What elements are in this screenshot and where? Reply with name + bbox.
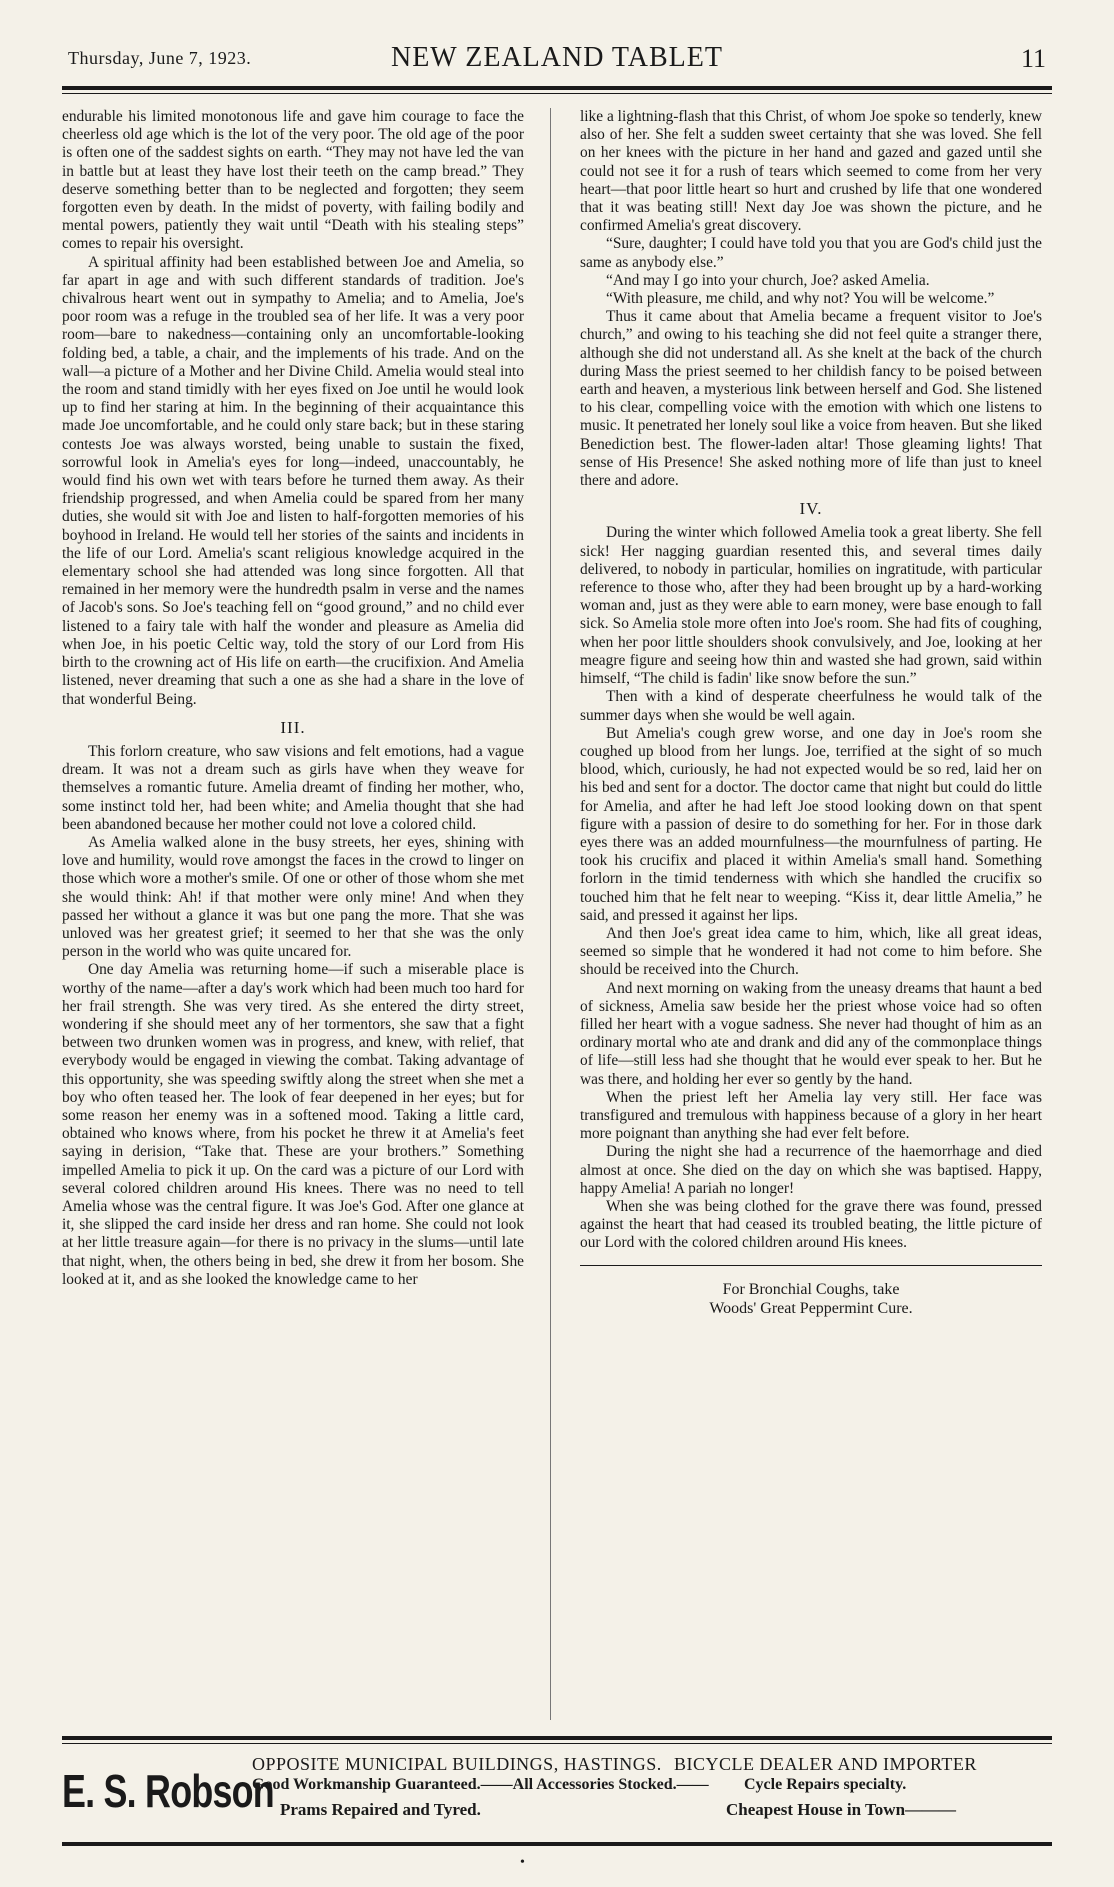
ad-rule-top-thin bbox=[62, 1743, 1052, 1744]
left-column bbox=[62, 108, 524, 1289]
paragraph: endurable his limited monotonous life and gave him courage to face the cheerless old age which is the lot of the very poor. The old age of the poor is often one of the saddest sights on earth. “They may not have led the van in battle but at least they have lost their teeth on the camp bread.” They deserve something better than to be neglected and forgotten; they seem forgotten even by death. In the midst of poverty, with failing bodily and mental powers, patiently they wait until “Death with his stealing steps” comes to repair his oversight. bbox=[62, 108, 524, 253]
ad-rule-top bbox=[62, 1736, 1052, 1740]
paragraph: “With pleasure, me child, and why not? You will be welcome.” bbox=[606, 290, 995, 308]
header-rule bbox=[62, 86, 1052, 90]
ad-cheapest: Cheapest House in Town——— bbox=[726, 1800, 957, 1819]
ad-address: OPPOSITE MUNICIPAL BUILDINGS, HASTINGS. bbox=[252, 1754, 662, 1774]
paragraph: A spiritual affinity had been established between Joe and Amelia, so far apart in age and with such different standards of tradition. Joe's chivalrous heart went out in sympathy to Amelia; and to Amelia, Joe's poor room was a refuge in the troubled sea of her life. It was a very poor room—bare to nakedness—containing only an uncomfortable-looking folding bed, a table, a chair, and the implements of his trade. And on the wall—a picture of a Mother and her Divine Child. Amelia would steal into the room and stand timidly with her eyes fixed on Joe until he would look up to find her staring at him. In the beginning of their acquaintance this made Joe uncomfortable, and he could only stare back; but in these staring contests Joe was always worsted, being unable to sustain the fixed, sorrowful look in Amelia's eyes for long—indeed, unaccountably, he would find his own wet with tears before he turned them away. As their friendship progressed, and when Amelia could be spared from her many duties, she would sit with Joe and listen to half-forgotten memories of his boyhood in Ireland. He would tell her stories of the saints and incidents in the life of our Lord. Amelia's scant religious knowledge acquired in the elementary school she had attended was long since forgotten. All that remained in her memory were the hundredth psalm in verse and the names of Jacob's sons. So Joe's teaching fell on “good ground,” and no child ever listened to a fairy tale with half the wonder and pleasure as Amelia did when Joe, in his poetic Celtic way, told the story of our Lord from His birth to the crowning act of His life on earth—the crucifixion. And Amelia listened, never dreaming that such a one as she had a share in the love of that wonderful Being. bbox=[62, 253, 524, 708]
paragraph: Then with a kind of desperate cheerfulness he would talk of the summer days when she would be well again. bbox=[580, 688, 1042, 724]
notice-line: Woods' Great Peppermint Cure. bbox=[709, 1299, 913, 1317]
advertiser-name: E. S. Robson bbox=[62, 1765, 274, 1817]
paragraph: “And may I go into your church, Joe? asked Amelia. bbox=[606, 271, 930, 289]
ad-guarantee: Good Workmanship Guaranteed.——All Accessories Stocked.—— bbox=[252, 1776, 709, 1793]
column-divider bbox=[550, 108, 551, 1720]
paragraph: When the priest left her Amelia lay very still. Her face was transfigured and tremulous with happiness because of a glory in her heart more poignant than anything she had ever felt before. bbox=[580, 1088, 1042, 1143]
paragraph: During the winter which followed Amelia took a great liberty. She fell sick! Her nagging guardian resented this, and several times daily delivered, to nobody in particular, homilies on ingratitude, with particular reference to those who, after they had been brought up by a hard-working woman and, just as they were able to earn money, were base enough to fall sick. So Amelia stole more often into Joe's room. She had fits of coughing, when her poor little shoulders shook convulsively, and Joe, looking at her meagre figure and seeing how thin and wasted she had grown, said within himself, “The child is fadin' like snow before the sun.” bbox=[580, 524, 1042, 688]
paragraph: During the night she had a recurrence of the haemorrhage and died almost at once. She died on the day on which she was baptised. Happy, happy Amelia! A pariah no longer! bbox=[580, 1143, 1042, 1197]
paragraph: One day Amelia was returning home—if such a miserable place is worthy of the name—after a day's work which had been much too hard for her frail strength. She was very tired. As she entered the dirty street, wondering if she should meet any of her tormentors, she saw that a fight between two drunken women was in progress, and knew, with relief, that everybody would be engaged in viewing the combat. Taking advantage of this opportunity, she was speeding swiftly along the street when she met a boy who often teased her. The look of fear deepened in her eyes; but for some reason her enemy was in a softened mood. Taking a little card, obtained who knows where, from his pocket he threw it at Amelia's feet saying in derision, “Take that. These are your brothers.” Something impelled Amelia to pick it up. On the card was a picture of our Lord with several colored children around His knees. There was no need to tell Amelia whose was the central figure. It was Joe's God. After one glance at it, she slipped the card inside her dress and ran home. She could not look at her little treasure again—for there is no privacy in the slums—until late that night, when, the others being in bed, she drew it from her bosom. She looked at it, and as she looked the knowledge came to her bbox=[62, 961, 524, 1288]
notice-rule bbox=[580, 1265, 1042, 1266]
ad-rule-bottom bbox=[62, 1842, 1052, 1846]
issue-date: Thursday, June 7, 1923. bbox=[68, 48, 252, 68]
section-heading: IV. bbox=[799, 499, 823, 519]
paragraph: As Amelia walked alone in the busy streets, her eyes, shining with love and humility, would rove amongst the faces in the crowd to linger on those which wore a mother's smile. Of one or other of those whom she met she would think: Ah! if that mother were only mine! And when they passed her without a glance it was but one pang the more. That she was unloved was her greatest grief; it seemed to her that she was the only person in the world who was quite uncared for. bbox=[62, 833, 524, 961]
header-rule-thin bbox=[62, 93, 1052, 94]
section-heading: III. bbox=[280, 717, 306, 737]
paragraph: like a lightning-flash that this Christ, of whom Joe spoke so tenderly, knew also of her. She felt a sudden sweet certainty that she was loved. She fell on her knees with the picture in her hand and gazed and gazed until she could not see it for a rush of tears which seemed to come from her very heart—that poor little heart so hurt and crushed by life that one wondered that it was beating still! Next day Joe was shown the picture, and he confirmed Amelia's great discovery. bbox=[580, 108, 1042, 235]
page-header bbox=[62, 40, 1052, 84]
ad-prams: Prams Repaired and Tyred. bbox=[280, 1800, 481, 1819]
right-column bbox=[580, 108, 1042, 1318]
paragraph: Thus it came about that Amelia became a frequent visitor to Joe's church,” and owing to his teaching she did not feel quite a stranger there, although she did not understand all. As she knelt at the back of the church during Mass the priest seemed to her childish fancy to be poised between earth and heaven, a mysterious link between herself and God. She listened to his clear, compelling voice with the emotion with which one listens to music. It penetrated her lonely soul like a voice from heaven. But she liked Benediction best. The flower-laden altar! Those gleaming lights! That sense of His Presence! She asked nothing more of life than just to kneel there and adore. bbox=[580, 308, 1043, 490]
masthead-title: NEW ZEALAND TABLET bbox=[390, 42, 723, 73]
notice-line: For Bronchial Coughs, take bbox=[722, 1280, 900, 1298]
paragraph: “Sure, daughter; I could have told you that you are God's child just the same as anybody else.” bbox=[580, 235, 1042, 271]
paragraph: And then Joe's great idea came to him, which, like all great ideas, seemed so simple that he wondered it had not come to him before. She should be received into the Church. bbox=[580, 924, 1042, 979]
ad-dealer: BICYCLE DEALER AND IMPORTER bbox=[674, 1754, 977, 1774]
paragraph: And next morning on waking from the uneasy dreams that haunt a bed of sickness, Amelia saw beside her the priest whose voice had so often filled her heart with a vogue sadness. She never had thought of him as an ordinary mortal who ate and drank and did any of the commonplace things of life—still less had she thought that he would ever speak to her. But he was there, and holding her ever so gently by the hand. bbox=[580, 979, 1042, 1088]
ad-repairs: Cycle Repairs specialty. bbox=[744, 1776, 907, 1793]
robson-advertisement bbox=[62, 1752, 1052, 1838]
paragraph: But Amelia's cough grew worse, and one day in Joe's room she coughed up blood from her lungs. Joe, terrified at the sight of so much blood, which, curiously, he had not expected would be so red, laid her on his bed and sent for a doctor. The doctor came that night but could do little for Amelia, and after he had left Joe stood looking down on that spent figure with a passion of desire to do something for her. For in those dark eyes there was an added mournfulness—the mournfulness of parting. He took his crucifix and placed it within Amelia's small hand. Something forlorn in the timid tenderness with which she handled the crucifix so touched him that he felt near to weeping. “Kiss it, dear little Amelia,” he said, and pressed it against her lips. bbox=[580, 724, 1042, 924]
cough-cure-notice bbox=[580, 1280, 1042, 1318]
footer-mark: • bbox=[520, 1855, 525, 1870]
paragraph: This forlorn creature, who saw visions and felt emotions, had a vague dream. It was not a dream such as girls have when they weave for themselves a romantic future. Amelia dreamt of finding her mother, who, some instinct told her, had been white; and Amelia thought that she had been abandoned because her mother could not love a colored child. bbox=[62, 742, 524, 833]
paragraph: When she was being clothed for the grave there was found, pressed against the heart that had ceased its troubled beating, the little picture of our Lord with the colored children around His knees. bbox=[580, 1197, 1042, 1252]
page-number: 11 bbox=[1020, 44, 1046, 73]
